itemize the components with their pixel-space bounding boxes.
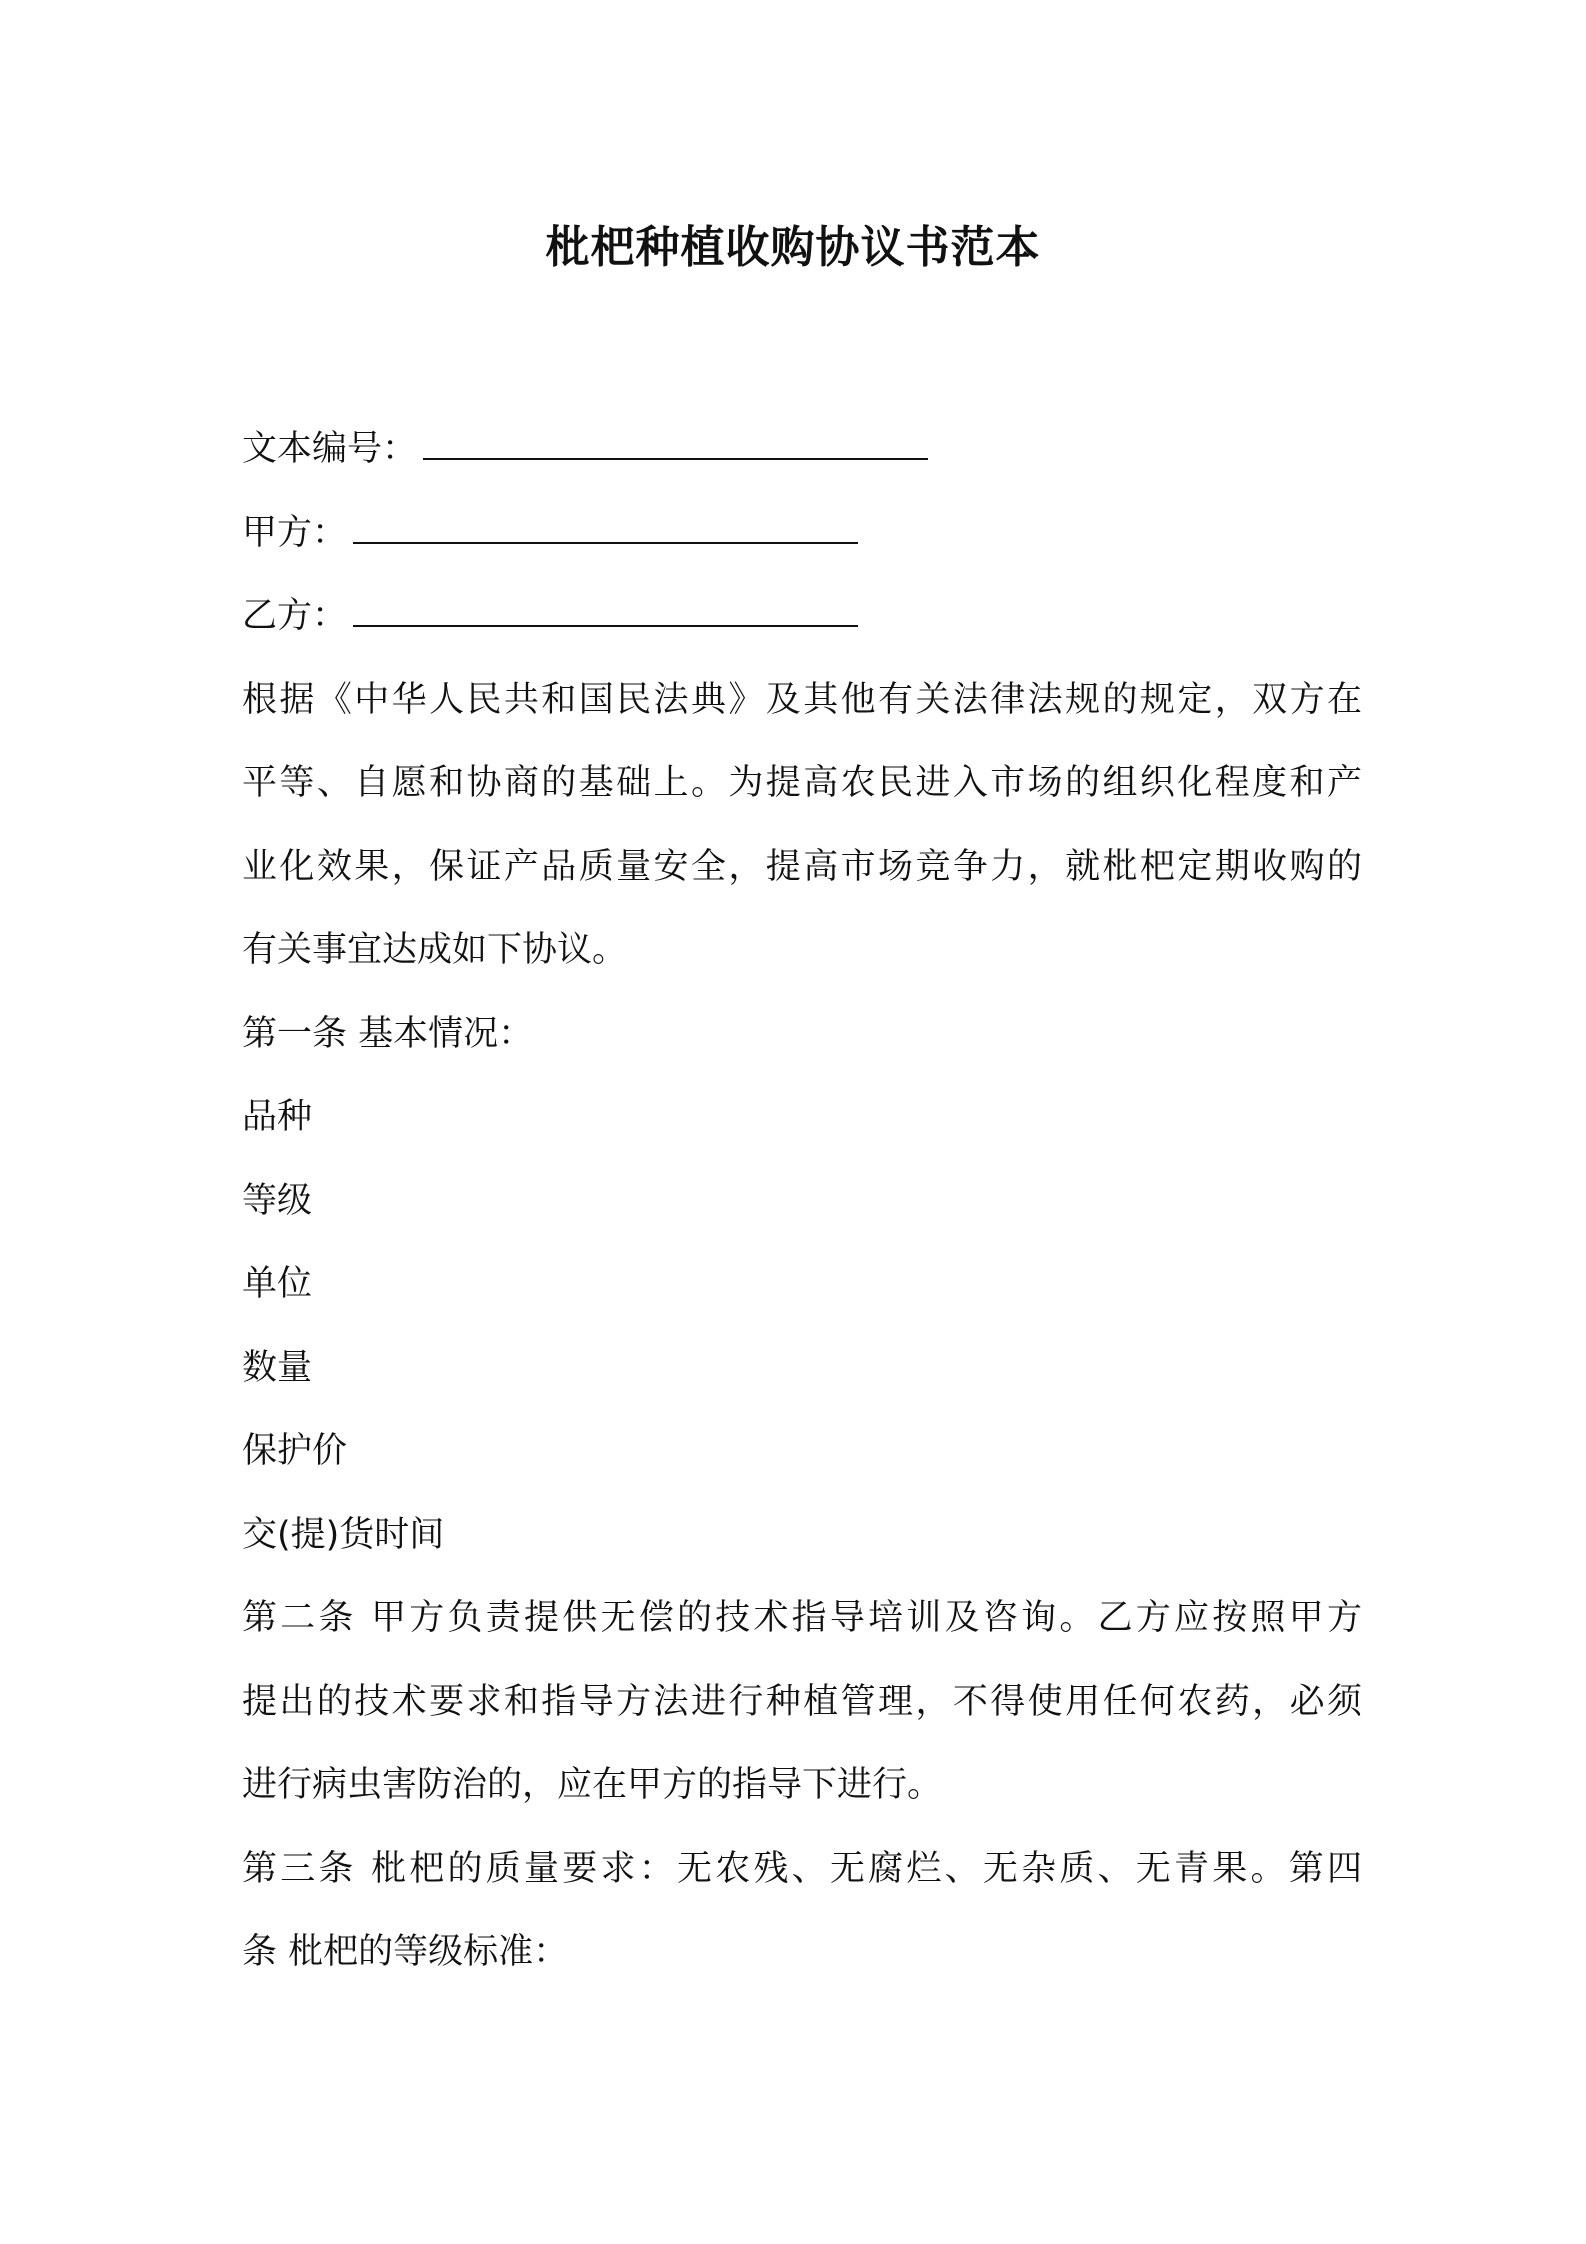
article-3-line: 第三条 枇杷的质量要求：无农残、无腐烂、无杂质、无青果。第四: [242, 1848, 1362, 1889]
article-1-item-delivery-time: 交(提)货时间: [242, 1514, 445, 1555]
document-number-field: [242, 408, 1362, 492]
document-title: 枇杷种植收购协议书范本: [545, 222, 1041, 273]
intro-line: 平等、自愿和协商的基础上。为提高农民进入市场的组织化程度和产: [242, 763, 1362, 803]
article-2-line: 提出的技术要求和指导方法进行种植管理，不得使用任何农药，必须: [242, 1681, 1362, 1722]
party-b-blank[interactable]: [353, 595, 858, 627]
article-1-heading: 第一条 基本情况：: [242, 1013, 534, 1054]
party-a-blank[interactable]: [353, 512, 858, 544]
intro-line: 有关事宜达成如下协议。: [242, 930, 628, 970]
document-number-label: 文本编号：: [242, 429, 418, 469]
document-number-blank[interactable]: [423, 428, 928, 460]
intro-line: 根据《中华人民共和国民法典》及其他有关法律法规的规定，双方在: [242, 679, 1362, 720]
article-1-item-grade: 等级: [242, 1180, 313, 1221]
party-a-label: 甲方：: [242, 512, 348, 553]
party-b-field: [242, 575, 1362, 659]
article-4-line: 条 枇杷的等级标准：: [242, 1932, 569, 1972]
document-body: [242, 408, 1362, 1995]
party-b-label: 乙方：: [242, 596, 348, 636]
article-1-item-protected-price: 保护价: [242, 1431, 348, 1471]
article-1-item-variety: 品种: [242, 1097, 313, 1137]
intro-line: 业化效果，保证产品质量安全，提高市场竞争力，就枇杷定期收购的: [242, 846, 1362, 887]
article-1-item-unit: 单位: [242, 1264, 313, 1304]
article-2-line: 进行病虫害防治的，应在甲方的指导下进行。: [242, 1765, 943, 1805]
party-a-field: [242, 492, 1362, 576]
article-2-line: 第二条 甲方负责提供无偿的技术指导培训及咨询。乙方应按照甲方: [242, 1598, 1362, 1638]
article-1-item-quantity: 数量: [242, 1347, 313, 1388]
